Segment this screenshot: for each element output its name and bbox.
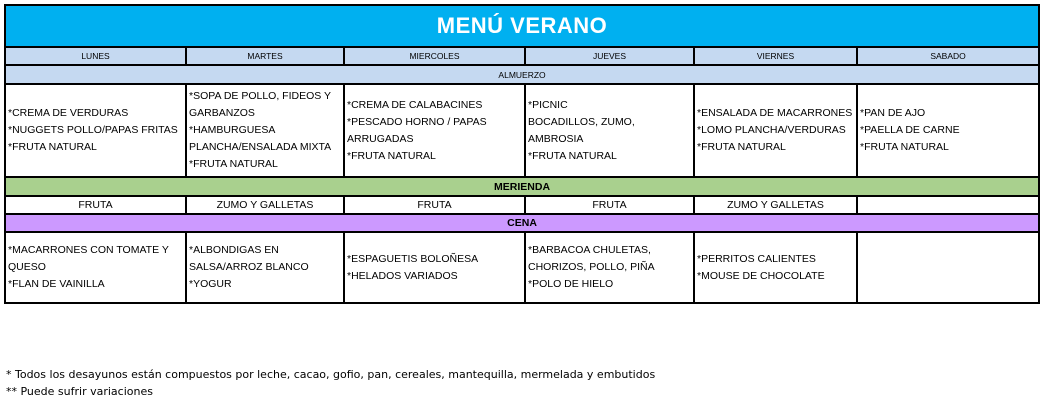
cena-cell-sabado — [857, 232, 1039, 303]
day-header-sabado: SABADO — [857, 47, 1039, 65]
merienda-cell-sabado — [857, 196, 1039, 214]
almuerzo-cell-miercoles — [344, 84, 525, 177]
section-cena: CENA — [5, 214, 1039, 232]
almuerzo-cell-martes — [186, 84, 344, 177]
menu-item: ARRUGADAS — [347, 132, 414, 145]
section-merienda: MERIENDA — [5, 177, 1039, 196]
cena-cell-lunes — [5, 232, 186, 303]
footnote-desayunos: * Todos los desayunos están compuestos por leche, cacao, gofio, pan, cereales, mantequilla, mermelada y embutidos — [6, 368, 656, 381]
cena-row — [5, 232, 1039, 303]
day-header-lunes: LUNES — [5, 47, 186, 65]
menu-item: GARBANZOS — [189, 107, 255, 119]
menu-item: *FRUTA NATURAL — [528, 149, 617, 162]
menu-item: *FRUTA NATURAL — [8, 141, 97, 153]
menu-item: *MACARRONES CON TOMATE Y — [8, 244, 169, 256]
menu-item: *NUGGETS POLLO/PAPAS FRITAS — [8, 124, 178, 136]
merienda-cell-martes: ZUMO Y GALLETAS — [186, 196, 344, 214]
menu-item: *SOPA DE POLLO, FIDEOS Y — [189, 90, 331, 102]
menu-item: CHORIZOS, POLLO, PIÑA — [528, 261, 655, 273]
day-header-jueves: JUEVES — [525, 47, 694, 65]
menu-item: *FRUTA NATURAL — [697, 141, 786, 153]
footnotes — [6, 366, 655, 400]
menu-item: *CREMA DE CALABACINES — [347, 98, 483, 111]
merienda-cell-miercoles: FRUTA — [344, 196, 525, 214]
menu-item: *FRUTA NATURAL — [189, 158, 278, 170]
menu-item: *FRUTA NATURAL — [347, 149, 436, 162]
menu-item: PLANCHA/ENSALADA MIXTA — [189, 141, 332, 153]
days-header-row — [5, 47, 1039, 65]
day-header-martes: MARTES — [186, 47, 344, 65]
merienda-cell-jueves: FRUTA — [525, 196, 694, 214]
footnote-variaciones: ** Puede sufrir variaciones — [6, 385, 153, 398]
menu-item: *PERRITOS CALIENTES — [697, 252, 816, 265]
menu-table — [4, 4, 1040, 304]
almuerzo-cell-jueves — [525, 84, 694, 177]
menu-title: MENÚ VERANO — [5, 5, 1039, 47]
merienda-cell-viernes: ZUMO Y GALLETAS — [694, 196, 857, 214]
cena-cell-viernes — [694, 232, 857, 303]
cena-cell-martes — [186, 232, 344, 303]
almuerzo-cell-lunes — [5, 84, 186, 177]
menu-item: QUESO — [8, 261, 46, 273]
menu-item: *FRUTA NATURAL — [860, 141, 949, 153]
menu-item: *PAELLA DE CARNE — [860, 124, 960, 136]
menu-item: *FLAN DE VAINILLA — [8, 278, 105, 290]
menu-item: *ENSALADA DE MACARRONES — [697, 107, 853, 119]
menu-item: *MOUSE DE CHOCOLATE — [697, 269, 825, 282]
merienda-row — [5, 196, 1039, 214]
menu-item: *HAMBURGUESA — [189, 124, 276, 136]
menu-item: SALSA/ARROZ BLANCO — [189, 261, 309, 273]
menu-item: *PAN DE AJO — [860, 107, 926, 119]
menu-item: *LOMO PLANCHA/VERDURAS — [697, 124, 846, 136]
menu-item: AMBROSIA — [528, 132, 584, 145]
day-header-miercoles: MIERCOLES — [344, 47, 525, 65]
merienda-cell-lunes: FRUTA — [5, 196, 186, 214]
almuerzo-row — [5, 84, 1039, 177]
menu-item: *ESPAGUETIS BOLOÑESA — [347, 252, 479, 265]
cena-cell-jueves — [525, 232, 694, 303]
menu-item: *HELADOS VARIADOS — [347, 269, 458, 282]
day-header-viernes: VIERNES — [694, 47, 857, 65]
almuerzo-cell-viernes — [694, 84, 857, 177]
menu-item: *YOGUR — [189, 278, 232, 290]
cena-cell-miercoles — [344, 232, 525, 303]
menu-item: BOCADILLOS, ZUMO, — [528, 115, 635, 128]
menu-item: *POLO DE HIELO — [528, 278, 614, 290]
almuerzo-cell-sabado — [857, 84, 1039, 177]
menu-item: *ALBONDIGAS EN — [189, 244, 279, 256]
menu-item: *PESCADO HORNO / PAPAS — [347, 115, 487, 128]
menu-item: *PICNIC — [528, 98, 568, 111]
menu-item: *BARBACOA CHULETAS, — [528, 244, 651, 256]
section-almuerzo: ALMUERZO — [5, 65, 1039, 84]
menu-item: *CREMA DE VERDURAS — [8, 107, 129, 119]
